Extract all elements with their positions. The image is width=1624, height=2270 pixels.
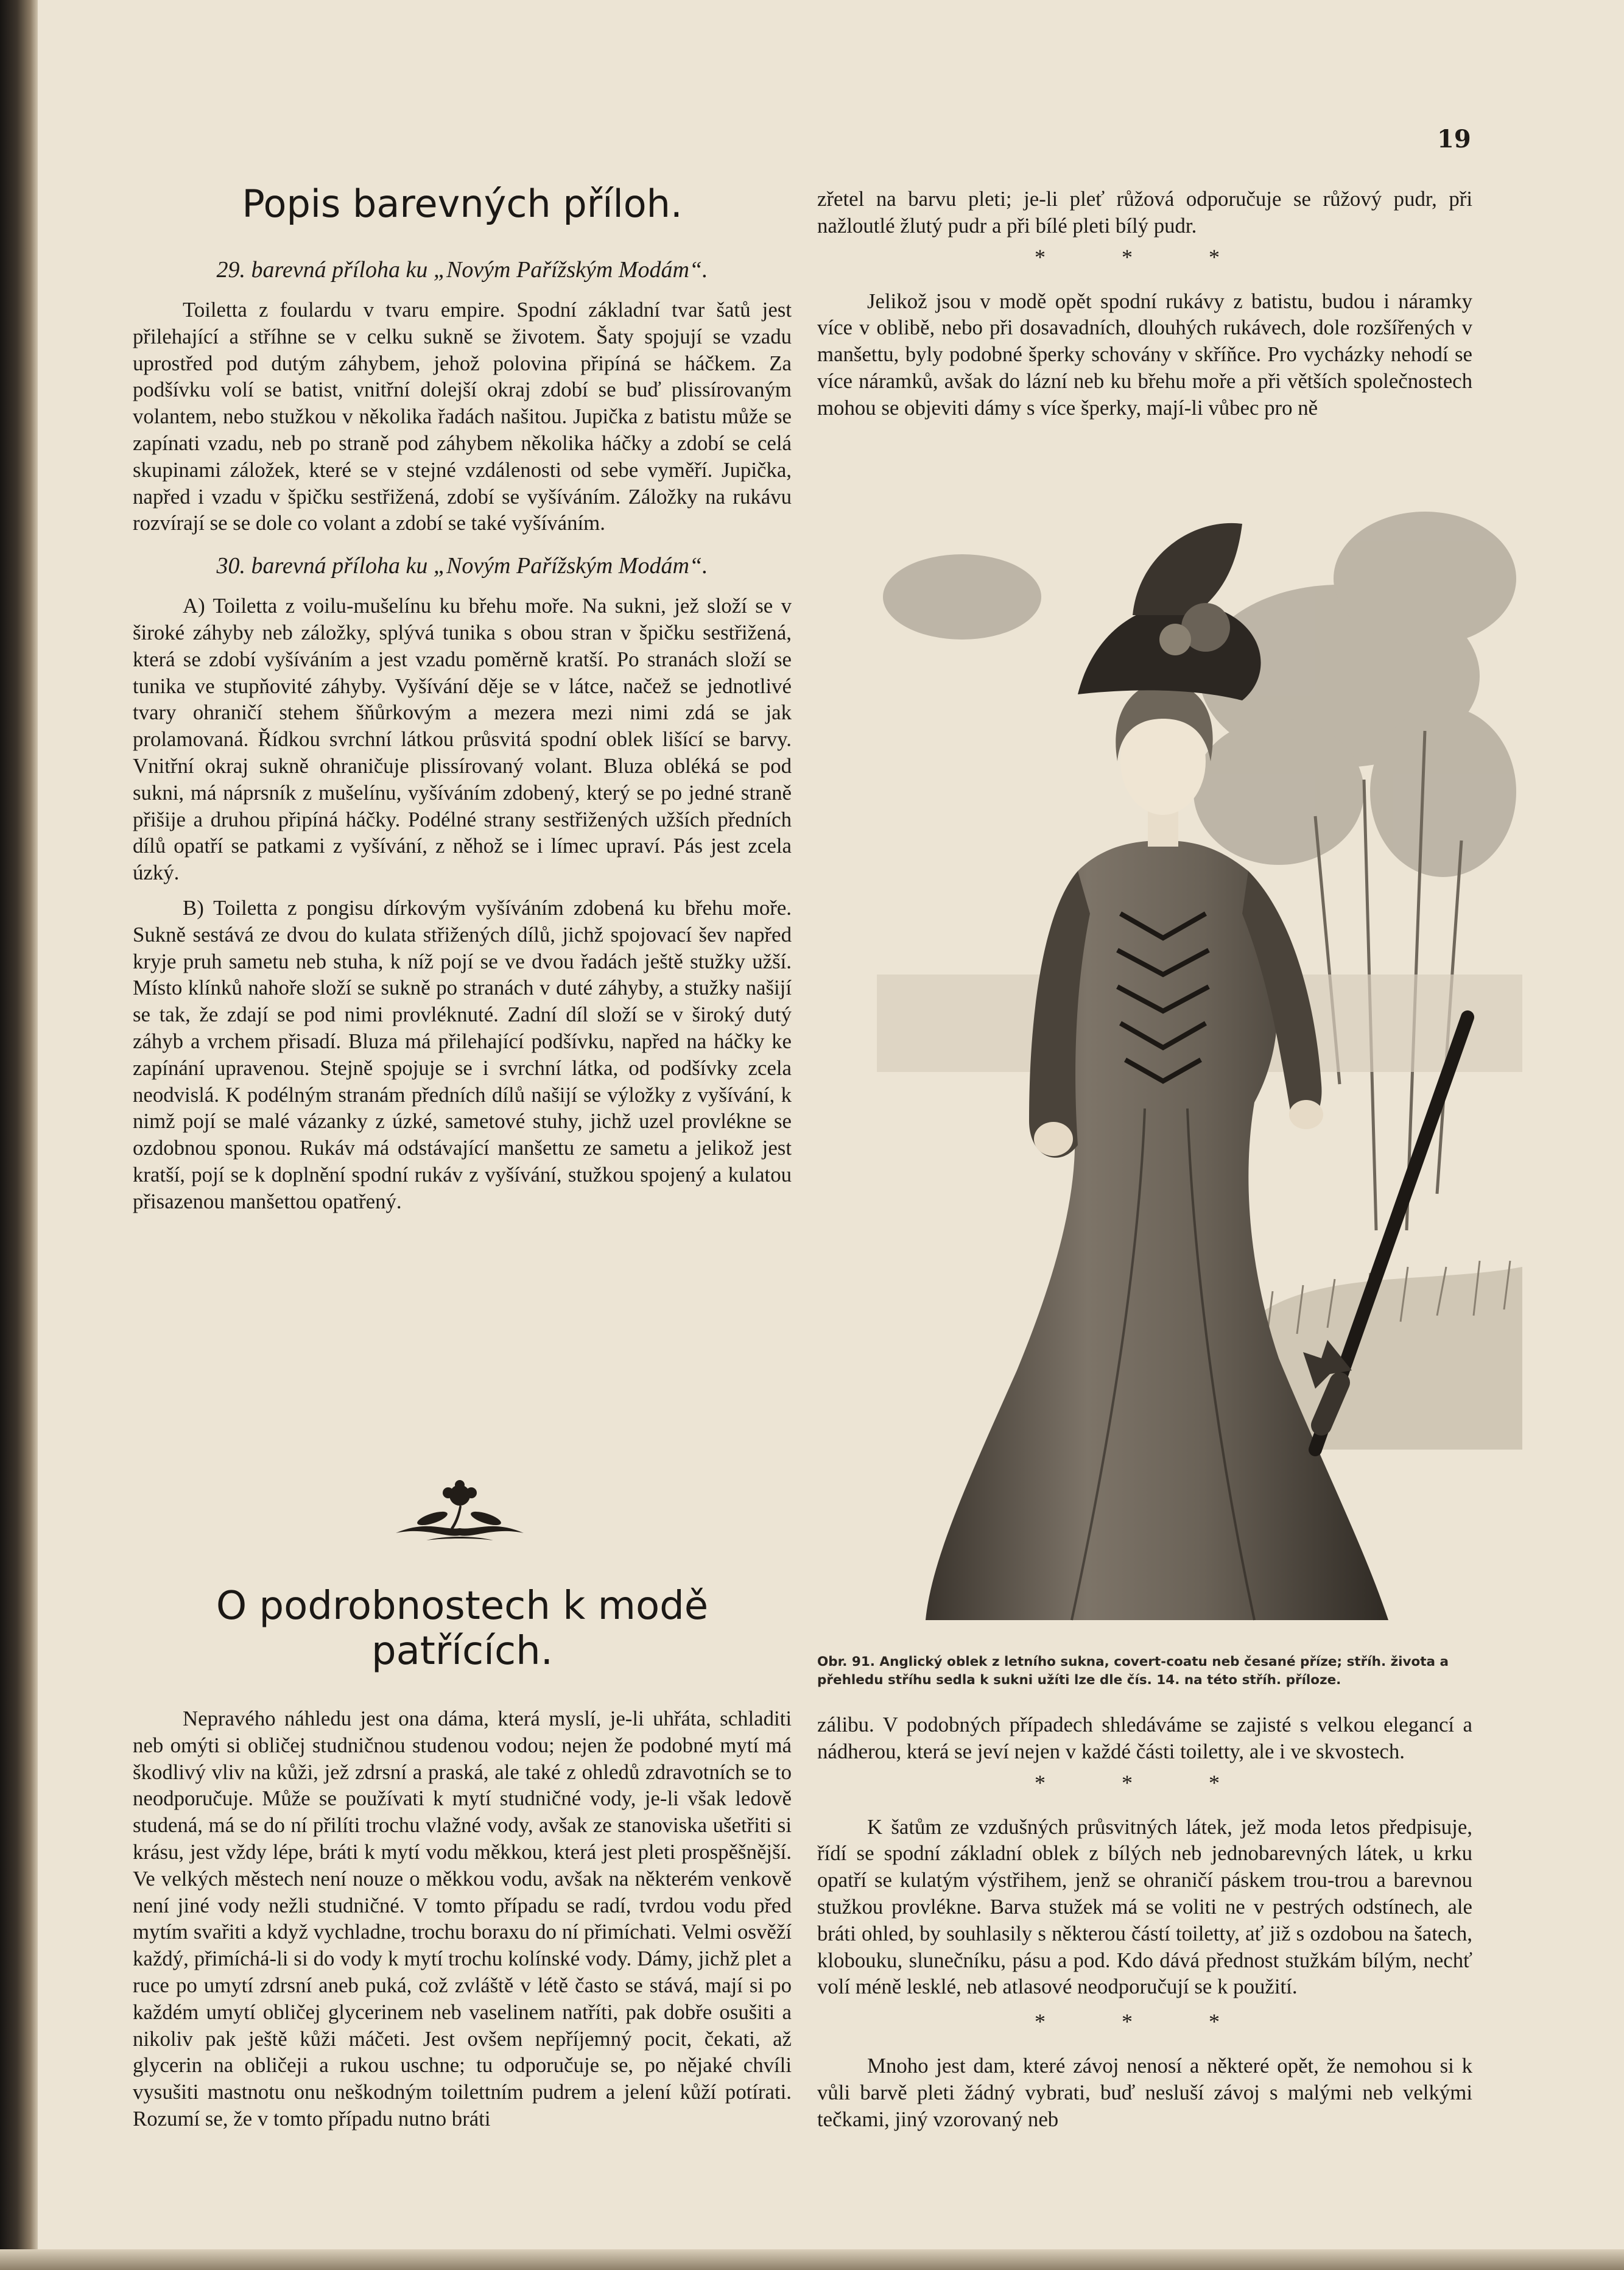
paragraph-plate-30-b: B) Toiletta z pongisu dírkovým vyšíváním zdobená ku břehu moře. Sukně sestává ze dvou do kulata střižených dílů, jichž spojovací šev napřed kryje pruh sametu neb stuha, k níž pojí se ve dvou řadách ještě stužky užší. Místo klínků nahoře složí se sukně po stranách v duté záhyby, a stužky našijí se tak, že zdají se pod nimi provléknuté. Zadní díl složí se v široký dutý záhyb a vrchem přisadí. Bluza má přilehající podšívku, napřed na háčky ke zapínání upravenou. Stejně spojuje se i svrchní látka, od podšívky zcela neodvislá. K podélným stranám předních dílů našijí se výložky z vyšívání, k nimž pojí se malé vázanky z úzké, sametové stuhy, jichž uzel provlékne se ozdobnou sponou. Rukáv má odstávající manšettu ze sametu a jelikož jest kratší, pojí se k doplnění spodní rukáv z vyšívání, stužkou spojený a kulatou přisazenou manšettou opatřený.: [133, 895, 792, 1213]
section-divider-stars: * * *: [1035, 1770, 1255, 1795]
section-divider-stars: * * *: [1035, 2009, 1255, 2034]
binding-gutter: [0, 0, 38, 2270]
paragraph-powder-continued: zřetel na barvu pleti; je-li pleť růžová odporučuje se růžový pudr, při nažloutlé žlutý pudr a při bílé pleti bílý pudr.: [817, 187, 1472, 238]
right-column: [817, 186, 1472, 421]
section-divider-stars: * * *: [1035, 244, 1255, 269]
paragraph-plate-30-a: A) Toiletta z voilu-mušelínu ku břehu moře. Na sukni, jež složí se v široké záhyby neb záložky, splývá tunika s obou stran v špičku sestřižená, která se zdobí vyšíváním a jest vzadu poměrně kratší. Po stranách složí se tunika ve stupňovité záhyby. Vyšívání děje se v látce, načež se jednotlivé tvary ohraničí stehem šňůrkovým a mezera mezi nimi zdá se jak prolamovaná. Řídkou svrchní látkou průsvitá spodní oblek lišící se barvy. Vnitřní okraj sukně ohraničuje plissírovaný volant. Bluza obléká se pod sukni, má náprsník z mušelínu, vyšíváním zdobený, který se po jedné straně přišije a druhou připíná háčky. Podélné strany sestřižených užších předních dílů opatří se patkami z vyšívání, z něhož se i límec upraví. Pás jest zcela úzký.: [133, 594, 792, 885]
paragraph-plate-29: Toiletta z foulardu v tvaru empire. Spodní základní tvar šatů jest přilehající a stříhne se v celku sukně se životem. Šaty spojují se vzadu uprostřed pod dutým záhybem, jehož polovina připíná se háčkem. Za podšívku volí se batist, vnitřní dolejší okraj zdobí se buď plissírovaným volantem, nebo stužkou v několika řadách našitou. Jupička z batistu může se zapínati vzadu, neb po straně pod záhybem několika háčky a zdobí se celá skupinami záložek, které se v stejné vzdálenosti od sebe vyměří. Jupička, napřed i vzadu v špičku sestřižená, zdobí se vyšíváním. Záložky na rukávu rozvírají se se dole co volant a zdobí se také vyšíváním.: [133, 298, 792, 535]
subheading-plate-29: 29. barevná příloha ku „Novým Pařížským Modám“.: [216, 257, 708, 283]
fashion-illustration: [877, 475, 1522, 1632]
page-bottom-edge: [0, 2249, 1624, 2270]
right-column-lower: [817, 1711, 1472, 2133]
paragraph-washing: Nepravého náhledu jest ona dáma, která myslí, je-li uhřáta, schladiti neb omýti si obličej studničnou studenou vodou; nejen že podobné mytí má škodlivý vliv na kůži, jež zdrsní a praská, ale také z ohledů zdravotních se to neodporučuje. Může se používati k mytí studničné vody, je-li však ledově studená, má se do ní přilíti trochu vlažné vody, avšak ze stanoviska ušetřiti si krásu, jest vždy lépe, bráti k mytí vodu měkkou, která jest pleti prospěšnější. Ve velkých městech není nouze o měkkou vodu, avšak na některém venkově není jiné vody nežli studničné. V tomto případu se radí, tvrdou vodu před mytím svařiti a když vychladne, trochu boraxu do ní přimíchati. Velmi osvěží každý, přimíchá-li si do vody k mytí trochu kolínské vody. Dámy, jichž plet a ruce po umytí zdrsní aneb puká, což zvláště v létě často se stává, mají si po každém umytí obličej glycerinem neb vaselinem natříti, pak dobře osušiti a nikoliv pak ještě kůži máčeti. Jest ovšem nepříjemný pocit, čekati, až glycerin na obličeji a rukou uschne; tu odporučuje se, po nějaké chvíli vysušiti mastnotu onu neškodným toilettním pudrem a jelení kůží potírati. Rozumí se, že v tomto případu nutno bráti: [133, 1707, 792, 2131]
floral-ornament-icon: [390, 1477, 530, 1550]
paragraph-bracelets: Jelikož jsou v modě opět spodní rukávy z batistu, budou i náramky více v oblibě, nebo při dosavadních, dlouhých rukávech, dole rozšířených v manšettu, byly podobné šperky schovány v skříňce. Pro vycházky nehodí se více náramků, avšak do lázní neb ku břehu moře a při větších společnostech mohou se objeviti dámy s více šperky, mají-li vůbec pro ně: [817, 289, 1472, 420]
subheading-plate-30: 30. barevná příloha ku „Novým Pařížským Modám“.: [216, 553, 708, 579]
paragraph-ribbons: K šatům ze vzdušných průsvitných látek, jež moda letos předpisuje, řídí se spodní základní oblek z bílých neb jednobarevných látek, u krku opatří se kulatým výstřihem, jenž se ohraničí páskem trou-trou a barevnou stužkou provlékne. Barva stužek má se voliti ne v pestrých odstínech, ale bráti ohled, by souhlasily s některou částí toiletty, ať již s ozdobou na šatech, klobouku, slunečníku, pásu a pod. Kdo dává přednost stužkám bílým, nechť volí méně lesklé, neb atlasové neodporučují se k použití.: [817, 1814, 1472, 1999]
section-title-fashion-details: O podrobnostech k modě patřících.: [216, 1584, 709, 1674]
page-number: 19: [1437, 125, 1471, 153]
paragraph-elegance: zálibu. V podobných případech shledáváme se zajisté s velkou elegancí a nádherou, která se jeví nejen v každé části toiletty, ale i ve skvostech.: [817, 1713, 1472, 1763]
figure-caption: Obr. 91. Anglický oblek z letního sukna, covert-coatu neb česané příze; stříh. života a přehledu stříhu sedla k sukni užíti lze dle čís. 14. na této stříh. příloze.: [817, 1654, 1449, 1688]
section-title-color-plates: Popis barevných příloh.: [242, 182, 683, 226]
left-column-lower: [133, 1584, 792, 2132]
paragraph-veils: Mnoho jest dam, které závoj nenosí a některé opět, že nemohou si k vůli barvě pleti žádný vybrati, buď nesluší závoj s malými neb velkými tečkami, jiný vzorovaný neb: [817, 2054, 1472, 2131]
left-column: [133, 177, 792, 1215]
